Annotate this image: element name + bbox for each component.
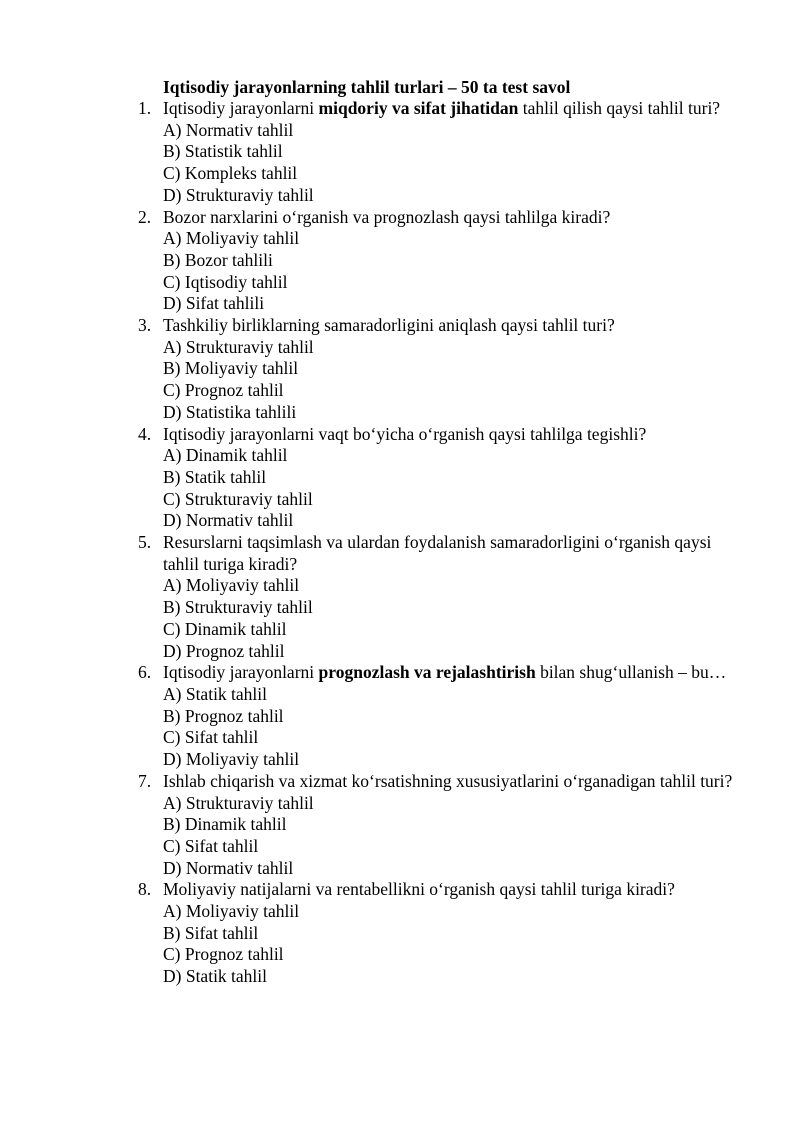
answer-option: C) Sifat tahlil (163, 727, 259, 748)
question-text (163, 424, 743, 446)
question-text (163, 532, 743, 575)
answer-option: C) Iqtisodiy tahlil (163, 271, 288, 292)
answer-option: B) Dinamik tahlil (163, 814, 287, 835)
question-text-run: Iqtisodiy jarayonlarni (163, 662, 319, 683)
answer-option: D) Statik tahlil (163, 966, 268, 987)
answer-option: C) Strukturaviy tahlil (163, 488, 313, 509)
question-text (163, 315, 743, 337)
answer-option: A) Strukturaviy tahlil (163, 792, 314, 813)
question-number: 3. (138, 315, 152, 336)
answer-option: B) Moliyaviy tahlil (163, 358, 299, 379)
question-text-run: Ishlab chiqarish va xizmat ko‘rsatishning xususiyatlarini o‘rganadigan tahlil turi? (163, 770, 733, 791)
answer-option: D) Sifat tahlili (163, 293, 265, 314)
answer-option: A) Moliyaviy tahlil (163, 901, 300, 922)
question-text-run: tahlil qilish qaysi tahlil turi? (518, 98, 721, 118)
question-text-run: Bozor narxlarini o‘rganish va prognozlash qaysi tahlilga kiradi? (163, 206, 611, 227)
question-text (163, 98, 743, 120)
answer-option: A) Normativ tahlil (163, 119, 294, 140)
answer-option: A) Moliyaviy tahlil (163, 228, 300, 249)
answer-option: B) Strukturaviy tahlil (163, 597, 313, 618)
question-text-run: Iqtisodiy jarayonlarni (163, 98, 319, 118)
answer-option: C) Kompleks tahlil (163, 163, 298, 184)
answer-option: A) Statik tahlil (163, 683, 268, 704)
question-number: 1. (138, 98, 152, 118)
answer-option: C) Dinamik tahlil (163, 618, 287, 639)
answer-option: D) Statistika tahlili (163, 401, 297, 422)
question-number: 5. (138, 532, 152, 553)
question-item (0, 207, 800, 316)
question-text (163, 662, 743, 684)
question-text (163, 879, 743, 901)
question-text (163, 207, 743, 229)
question-text-run: Resurslarni taqsimlash va ulardan foydalanish samaradorligini o‘rganish qaysi tahlil turiga kiradi? (163, 532, 712, 574)
answer-option: C) Sifat tahlil (163, 835, 259, 856)
answer-option: B) Statik tahlil (163, 466, 267, 487)
question-item (0, 879, 800, 988)
answer-option: D) Strukturaviy tahlil (163, 184, 314, 205)
question-number: 6. (138, 662, 152, 683)
question-number: 4. (138, 423, 152, 444)
question-number: 8. (138, 879, 152, 900)
answer-option: D) Moliyaviy tahlil (163, 749, 300, 770)
answer-option: B) Statistik tahlil (163, 141, 283, 162)
question-item (0, 98, 800, 207)
answer-option: D) Normativ tahlil (163, 510, 294, 531)
question-text (163, 771, 743, 793)
answer-option: A) Dinamik tahlil (163, 445, 288, 466)
question-number: 2. (138, 206, 152, 227)
answer-option: B) Bozor tahlili (163, 249, 273, 270)
question-text-emphasis: miqdoriy va sifat jihatidan (318, 98, 519, 118)
question-text-run: Iqtisodiy jarayonlarni vaqt bo‘yicha o‘rganish qaysi tahlilga tegishli? (163, 423, 647, 444)
question-text-emphasis: prognozlash va rejalashtirish (318, 662, 536, 683)
question-item (0, 424, 800, 533)
answer-option: B) Sifat tahlil (163, 922, 259, 943)
answer-option: C) Prognoz tahlil (163, 380, 284, 401)
answer-option: A) Moliyaviy tahlil (163, 575, 300, 596)
answer-option: A) Strukturaviy tahlil (163, 336, 314, 357)
question-list (0, 98, 800, 988)
answer-option: B) Prognoz tahlil (163, 705, 284, 726)
question-text-run: bilan shug‘ullanish – bu… (535, 662, 727, 683)
question-number: 7. (138, 770, 152, 791)
answer-option: D) Prognoz tahlil (163, 640, 285, 661)
question-item (0, 662, 800, 771)
question-item (0, 532, 800, 662)
question-text-run: Tashkiliy birliklarning samaradorligini aniqlash qaysi tahlil turi? (163, 315, 615, 336)
question-text-run: Moliyaviy natijalarni va rentabellikni o‘rganish qaysi tahlil turiga kiradi? (163, 879, 675, 900)
question-item (0, 771, 800, 880)
answer-option: C) Prognoz tahlil (163, 944, 284, 965)
answer-option: D) Normativ tahlil (163, 857, 294, 878)
document-title: Iqtisodiy jarayonlarning tahlil turlari – 50 ta test savol (163, 77, 571, 97)
question-item (0, 315, 800, 424)
